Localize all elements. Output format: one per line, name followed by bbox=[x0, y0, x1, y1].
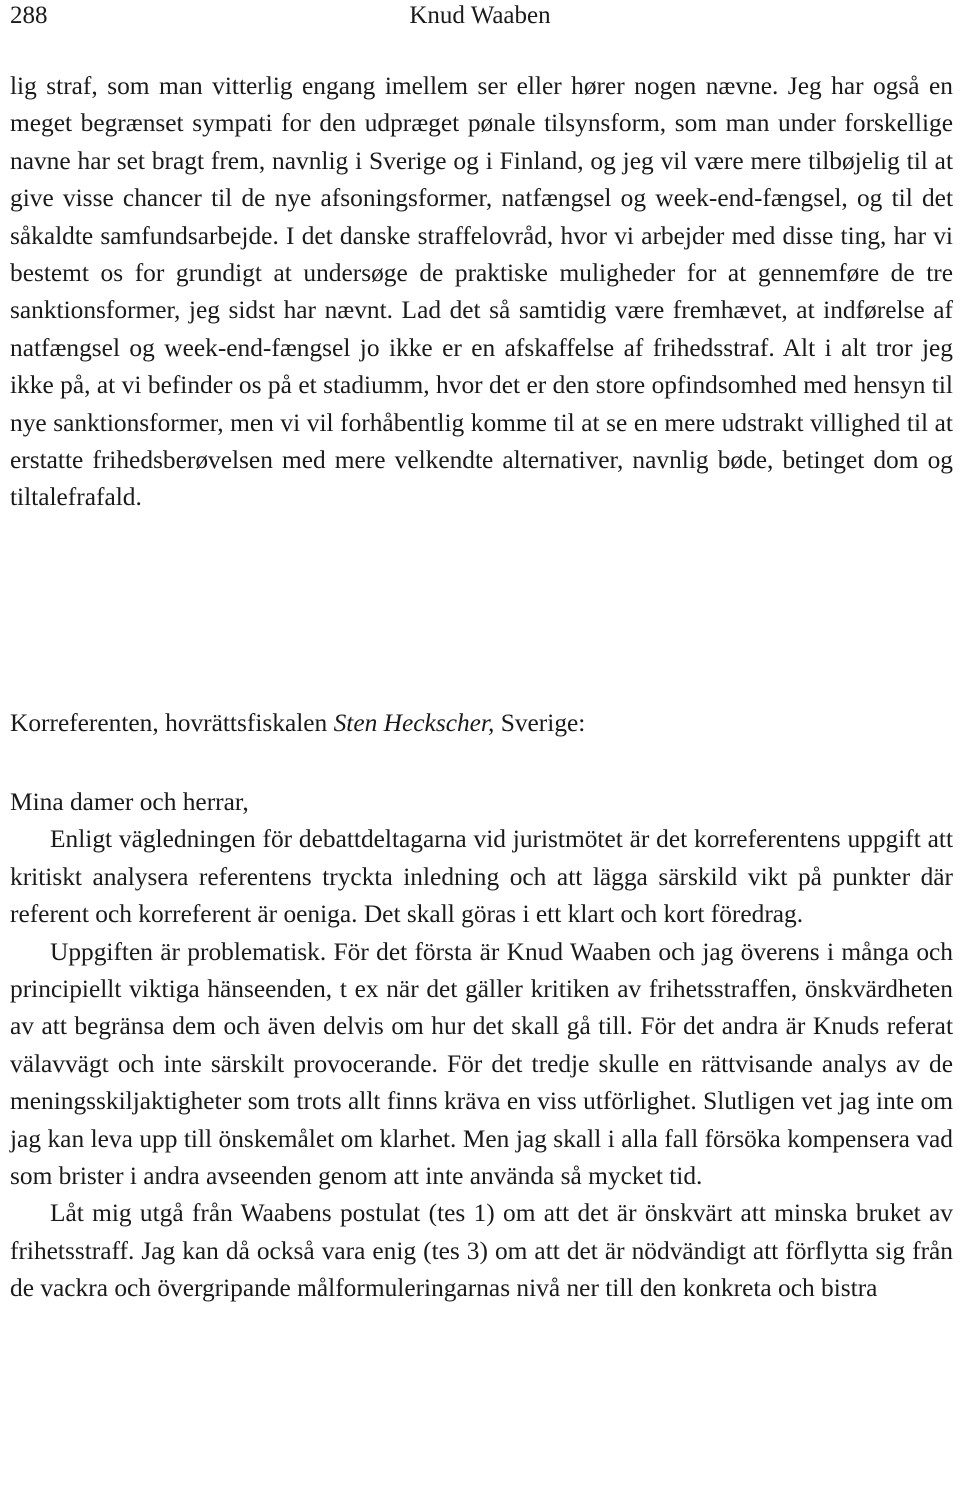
page-number: 288 bbox=[10, 2, 48, 29]
speaker-line bbox=[10, 708, 953, 738]
swedish-paragraph-3: Låt mig utgå från Waabens postulat (tes 1) om att det är önskvärt att minska bruket av frihetsstraff. Jag kan då också vara enig (tes 3) om att det är nödvändigt att förflytta sig från de vackra och övergripande målformuleringarnas nivå ner till den konkreta och bistra bbox=[10, 1199, 953, 1303]
salutation: Mina damer och herrar, bbox=[10, 788, 249, 816]
speaker-role: Korreferenten, hovrättsfiskalen bbox=[10, 709, 328, 737]
running-head: Knud Waaben bbox=[409, 2, 551, 29]
page-header bbox=[0, 0, 960, 34]
swedish-paragraph-1: Enligt vägledningen för debattdeltagarna vid juristmötet är det korreferentens uppgift att kritiskt analysera referentens tryckta inledning och att lägga särskild vikt på punkter där referent och korreferent är oeniga. Det skall göras i ett klart och kort föredrag. bbox=[10, 825, 953, 929]
danish-paragraph: lig straf, som man vitterlig engang imellem ser eller hører nogen nævne. Jeg har også en meget begrænset sympati for den udpræget pønale tilsynsform, som man under forskellige navne har set bragt frem, navnlig i Sverige og i Finland, og jeg vil være mere tilbøjelig til at give visse chancer til de nye afsoningsformer, natfængsel og week-end-fængsel, og til det såkaldte samfundsarbejde. I det danske straffelovråd, hvor vi arbejder med disse ting, har vi bestemt os for grundigt at undersøge de praktiske muligheder for at gennemføre de tre sanktionsformer, jeg sidst har nævnt. Lad det så samtidig være fremhævet, at indførelse af natfængsel og week-end-fængsel jo ikke er en afskaffelse af frihedsstraf. Alt i alt tror jeg ikke på, at vi befinder os på et stadiumm, hvor det er den store opfindsomhed med hensyn til nye sanktionsformer, men vi vil forhåbentlig komme til at se en mere udstrakt villighed til at erstatte frihedsberøvelsen med mere velkendte alternativer, navnlig bøde, betinget dom og tiltalefrafald. bbox=[10, 72, 953, 512]
speaker-name: Sten Heckscher, bbox=[333, 709, 495, 737]
swedish-paragraph-2: Uppgiften är problematisk. För det första är Knud Waaben och jag överens i många och principiellt viktiga hänseenden, t ex när det gäller kritiken av frihetsstraffen, önskvärdheten av att begränsa dem och även delvis om hur det skall gå till. För det andra är Knuds referat välavvägt och inte särskilt provocerande. För det tredje skulle en rättvisande analys av de meningsskiljaktigheter som trots allt finns kräva en viss utförlighet. Slutligen vet jag inte om jag kan leva upp till önskemålet om klarhet. Men jag skall i alla fall försöka kompensera vad som brister i andra avseenden genom att inte använda så mycket tid. bbox=[10, 937, 953, 1191]
swedish-section bbox=[10, 784, 953, 1308]
speaker-country: Sverige: bbox=[500, 709, 586, 737]
